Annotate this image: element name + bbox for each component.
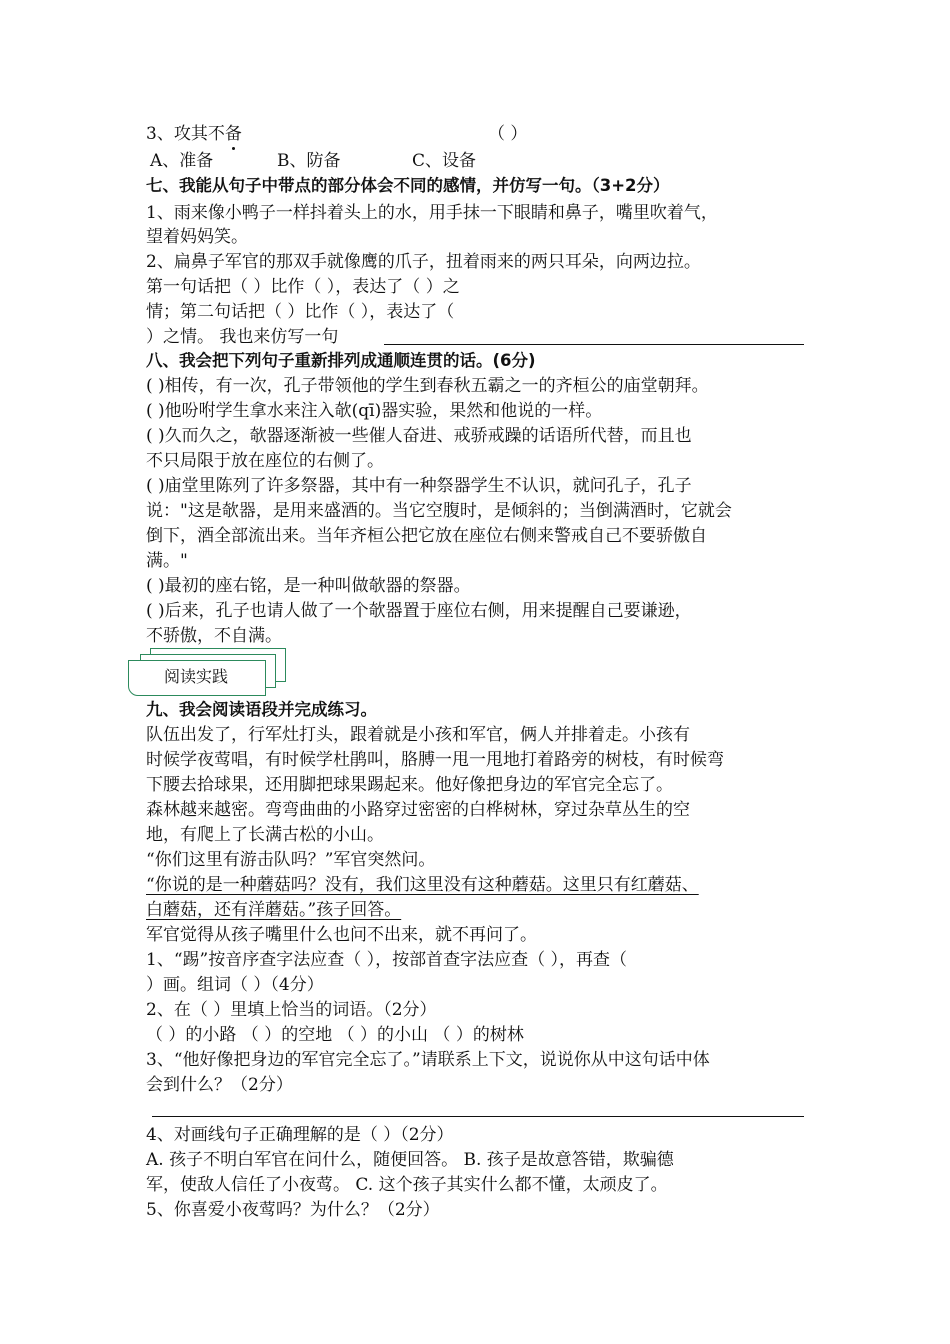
section-8-line: ( )他吩咐学生拿水来注入欹(qī)器实验，果然和他说的一样。 [146, 401, 603, 421]
q6-option-b: B、防备 [277, 151, 341, 171]
question-4: 4、对画线句子正确理解的是（ ）（2分） [146, 1125, 454, 1145]
underlined-sentence: “你说的是一种蘑菇吗？没有，我们这里没有这种蘑菇。这里只有红蘑菇、 [146, 875, 699, 895]
section-7-sentence-1: 1、雨来像小鸭子一样抖着头上的水，用手抹一下眼睛和鼻子，嘴里吹着气， [146, 203, 718, 223]
section-7-answer-line [384, 344, 804, 345]
question-1-cont: ）画。组词（ ）（4分） [146, 975, 324, 995]
question-3: 3、“他好像把身边的军官完全忘了。”请联系上下文，说说你从中这句话中体 [146, 1050, 710, 1070]
section-7-heading: 七、我能从句子中带点的部分体会不同的感情，并仿写一句。（3+2分） [146, 176, 670, 195]
question-4-options-cont: 军，使敌人信任了小夜莺。 C. 这个孩子其实什么都不懂，太顽皮了。 [146, 1175, 668, 1195]
section-7-sentence-1-cont: 望着妈妈笑。 [146, 227, 248, 247]
section-7-sentence-2: 2、扁鼻子军官的那双手就像鹰的爪子，扭着雨来的两只耳朵，向两边拉。 [146, 252, 701, 272]
banner-label: 阅读实践 [163, 667, 228, 686]
q6-item-3-text: 3、攻其不备 [146, 124, 242, 144]
section-8-line: 说："这是欹器，是用来盛酒的。当它空腹时，是倾斜的；当倒满酒时，它就会 [146, 501, 732, 521]
section-8-line: ( )庙堂里陈列了许多祭器，其中有一种祭器学生不认识，就问孔子，孔子 [146, 476, 692, 496]
passage-line: 下腰去拾球果，还用脚把球果踢起来。他好像把身边的军官完全忘了。 [146, 775, 673, 795]
section-8-line: 满。" [146, 551, 188, 571]
section-7-fill-line-2: 情；第二句话把（ ）比作（ ），表达了（ [146, 302, 455, 322]
question-2-fill: （ ）的小路 （ ）的空地 （ ）的小山 （ ）的树林 [146, 1025, 524, 1045]
section-8-line: 不骄傲，不自满。 [146, 626, 282, 646]
section-7-fill-line-1: 第一句话把（ ）比作（ ），表达了（ ）之 [146, 277, 460, 297]
passage-line: 时候学夜莺唱，有时候学杜鹃叫，胳膊一甩一甩地打着路旁的树枝，有时候弯 [146, 750, 724, 770]
question-1: 1、“踢”按音序查字法应查（ ），按部首查字法应查（ ），再查（ [146, 950, 628, 970]
q6-option-a: A、准备 [150, 151, 214, 171]
section-8-line: ( )最初的座右铭，是一种叫做欹器的祭器。 [146, 576, 471, 596]
passage-line: 地，有爬上了长满古松的小山。 [146, 825, 384, 845]
section-7-imitate-prompt: ）之情。 我也来仿写一句 [146, 327, 339, 347]
section-8-line: 倒下，酒全部流出来。当年齐桓公把它放在座位右侧来警戒自己不要骄傲自 [146, 526, 707, 546]
question-3-cont: 会到什么？（2分） [146, 1075, 293, 1095]
section-8-line: ( )相传，有一次，孔子带领他的学生到春秋五霸之一的齐桓公的庙堂朝拜。 [146, 376, 709, 396]
question-4-options: A. 孩子不明白军官在问什么，随便回答。 B. 孩子是故意答错，欺骗德 [146, 1150, 674, 1170]
q6-item-3-blank: （ ） [488, 124, 528, 144]
passage-line: “你们这里有游击队吗？”军官突然问。 [146, 850, 436, 870]
section-8-line: ( )后来，孔子也请人做了一个欹器置于座位右侧，用来提醒自己要谦逊， [146, 601, 692, 621]
section-8-line: ( )久而久之，欹器逐渐被一些催人奋进、戒骄戒躁的话语所代替，而且也 [146, 426, 692, 446]
q6-option-c: C、设备 [412, 151, 477, 171]
question-3-answer-line [152, 1116, 804, 1117]
passage-line: 队伍出发了，行军灶打头，跟着就是小孩和军官，俩人并排着走。小孩有 [146, 725, 690, 745]
question-2: 2、在（ ）里填上恰当的词语。（2分） [146, 1000, 437, 1020]
passage-line: 军官觉得从孩子嘴里什么也问不出来，就不再问了。 [146, 925, 537, 945]
question-5: 5、你喜爱小夜莺吗？为什么？（2分） [146, 1200, 440, 1220]
passage-line: 森林越来越密。弯弯曲曲的小路穿过密密的白桦树林，穿过杂草丛生的空 [146, 800, 690, 820]
reading-practice-banner [128, 648, 288, 696]
q6-item-3 [146, 122, 242, 146]
section-9-heading: 九、我会阅读语段并完成练习。 [146, 700, 377, 719]
section-8-line: 不只局限于放在座位的右侧了。 [146, 451, 384, 471]
underlined-sentence: 白蘑菇，还有洋蘑菇。”孩子回答。 [146, 900, 402, 920]
section-8-heading: 八、我会把下列句子重新排列成通顺连贯的话。(6分) [146, 351, 536, 370]
